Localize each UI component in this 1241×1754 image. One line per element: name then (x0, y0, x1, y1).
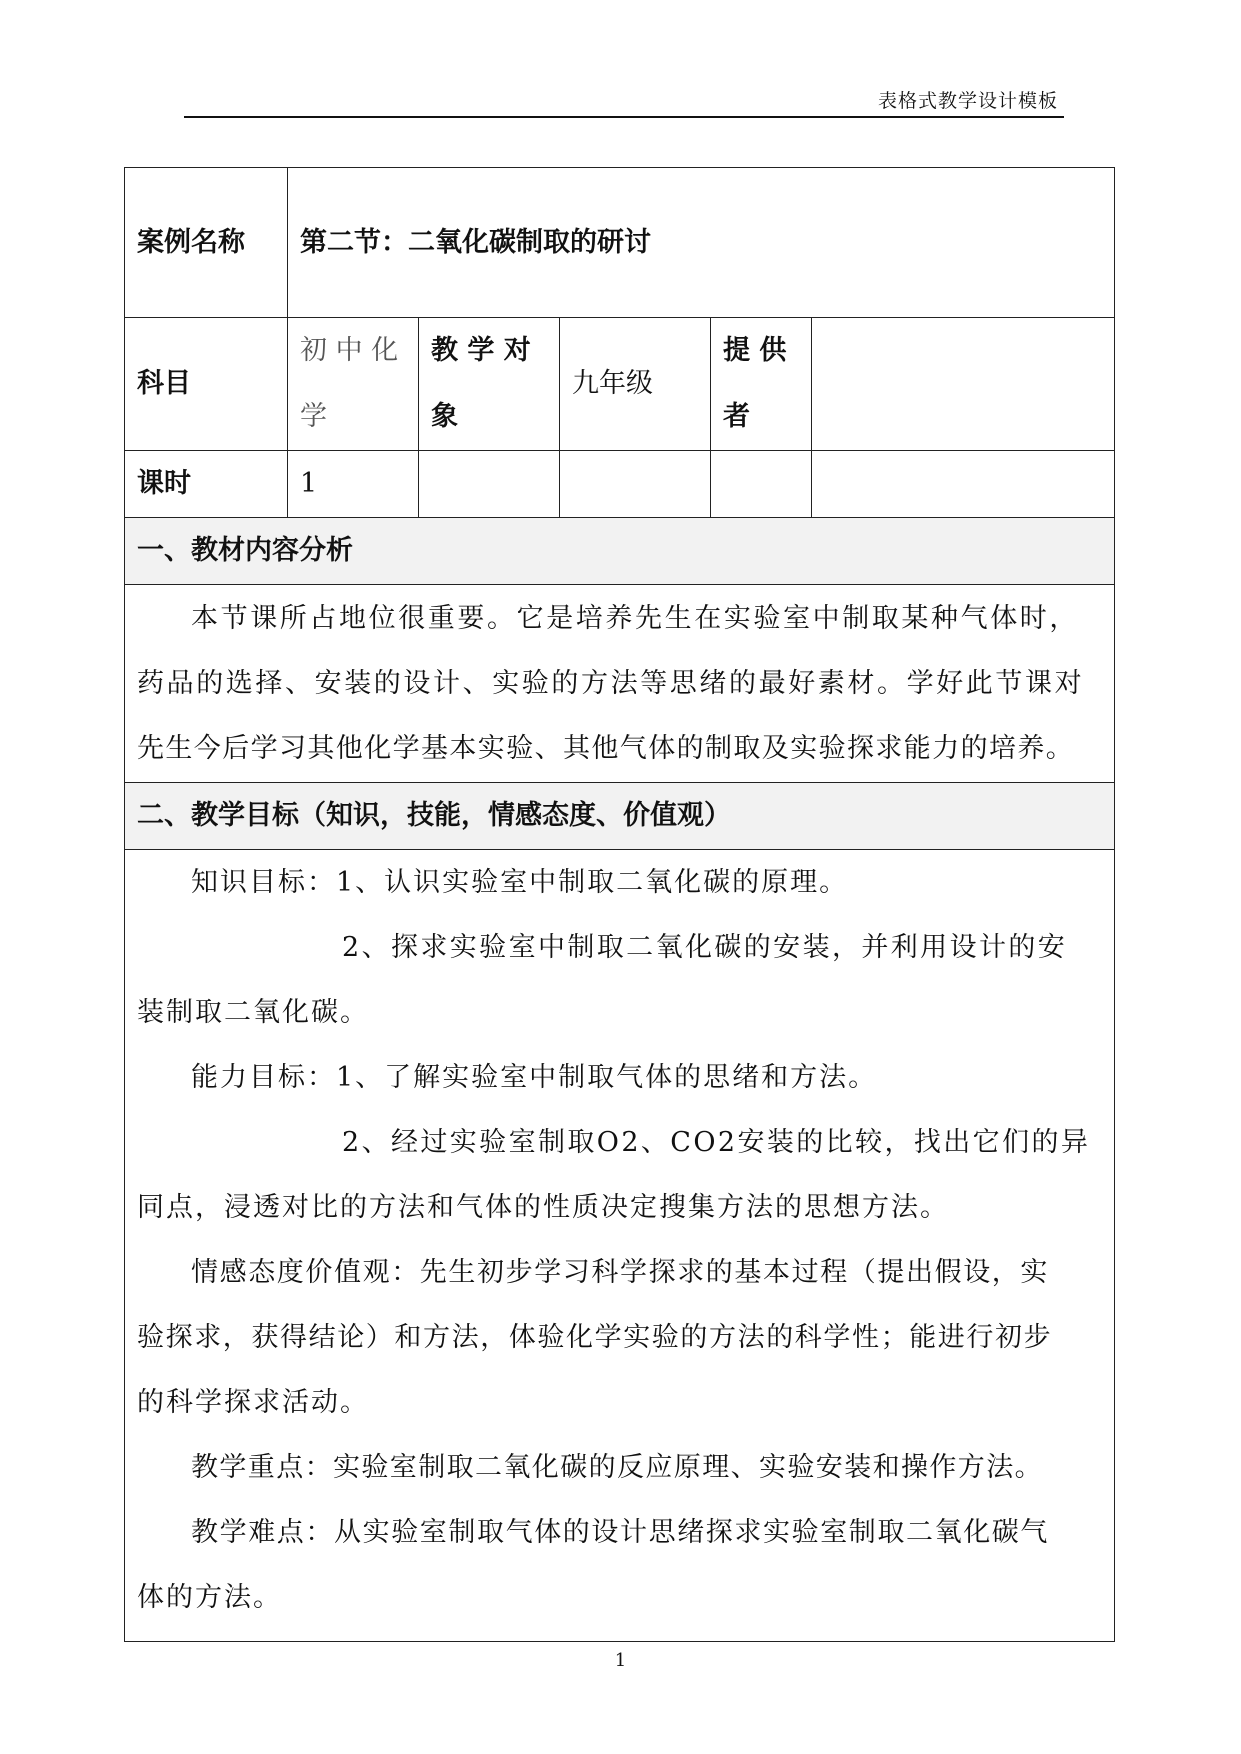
section2-title: 二、教学目标（知识，技能，情感态度、价值观） (125, 783, 1115, 850)
subject-value-line1: 初 中 化 (300, 335, 399, 366)
period-empty-2 (560, 451, 711, 518)
header-title: 表格式教学设计模板 (877, 90, 1058, 112)
period-row (125, 451, 1115, 518)
difficulty-line: 教学难点：从实验室制取气体的设计思绪探求实验室制取二氧化碳气 (191, 1517, 1049, 1548)
period-label: 课时 (125, 451, 288, 518)
section1-line: 本节课所占地位很重要。它是培养先生在实验室中制取某种气体时， (191, 603, 1079, 634)
objective-line: 验探求，获得结论）和方法，体验化学实验的方法的科学性；能进行初步 (137, 1322, 1053, 1353)
objective-line: 同点，浸透对比的方法和气体的性质决定搜集方法的思想方法。 (137, 1192, 949, 1223)
subject-value (288, 318, 419, 451)
period-value: 1 (288, 451, 419, 518)
case-value: 第二节：二氧化碳制取的研讨 (288, 168, 1115, 318)
section1-line: 药品的选择、安装的设计、实验的方法等思绪的最好素材。学好此节课对 (137, 668, 1085, 699)
subject-row (125, 318, 1115, 451)
section1-body (125, 585, 1115, 783)
lesson-plan-table (124, 167, 1115, 1642)
key-point-line: 教学重点：实验室制取二氧化碳的反应原理、实验安装和操作方法。 (191, 1452, 1043, 1483)
section1-line: 先生今后学习其他化学基本实验、其他气体的制取及实验探求能力的培养。 (137, 733, 1075, 764)
section2-header-row (125, 783, 1115, 850)
provider-label-line2: 者 (723, 401, 750, 432)
objective-line: 情感态度价值观：先生初步学习科学探求的基本过程（提出假设，实 (191, 1257, 1049, 1288)
objective-line: 能力目标：1、了解实验室中制取气体的思绪和方法。 (191, 1062, 878, 1093)
difficulty-line: 体的方法。 (137, 1582, 282, 1613)
objective-line: 2、探求实验室中制取二氧化碳的安装，并利用设计的安 (342, 932, 1068, 963)
period-empty-4 (812, 451, 1115, 518)
section1-body-row (125, 585, 1115, 783)
audience-label (419, 318, 560, 451)
subject-value-line2: 学 (300, 401, 327, 432)
section2-body-row (125, 850, 1115, 1642)
period-empty-3 (711, 451, 812, 518)
section1-header-row (125, 518, 1115, 585)
provider-label (711, 318, 812, 451)
objective-line: 装制取二氧化碳。 (137, 997, 369, 1028)
objective-line: 2、经过实验室制取O2、CO2安装的比较，找出它们的异 (342, 1127, 1091, 1158)
period-empty-1 (419, 451, 560, 518)
objective-line: 知识目标：1、认识实验室中制取二氧化碳的原理。 (191, 867, 849, 898)
case-label: 案例名称 (125, 168, 288, 318)
page-number: 1 (614, 1650, 627, 1671)
audience-label-line2: 象 (431, 401, 458, 432)
page-header (184, 84, 1064, 118)
audience-label-line1: 教 学 对 (431, 335, 531, 366)
objective-line: 的科学探求活动。 (137, 1387, 369, 1418)
provider-label-line1: 提 供 (723, 335, 787, 366)
audience-value: 九年级 (560, 318, 711, 451)
subject-label: 科目 (125, 318, 288, 451)
provider-value (812, 318, 1115, 451)
section1-title: 一、教材内容分析 (125, 518, 1115, 585)
case-row (125, 168, 1115, 318)
section2-body (125, 850, 1115, 1642)
